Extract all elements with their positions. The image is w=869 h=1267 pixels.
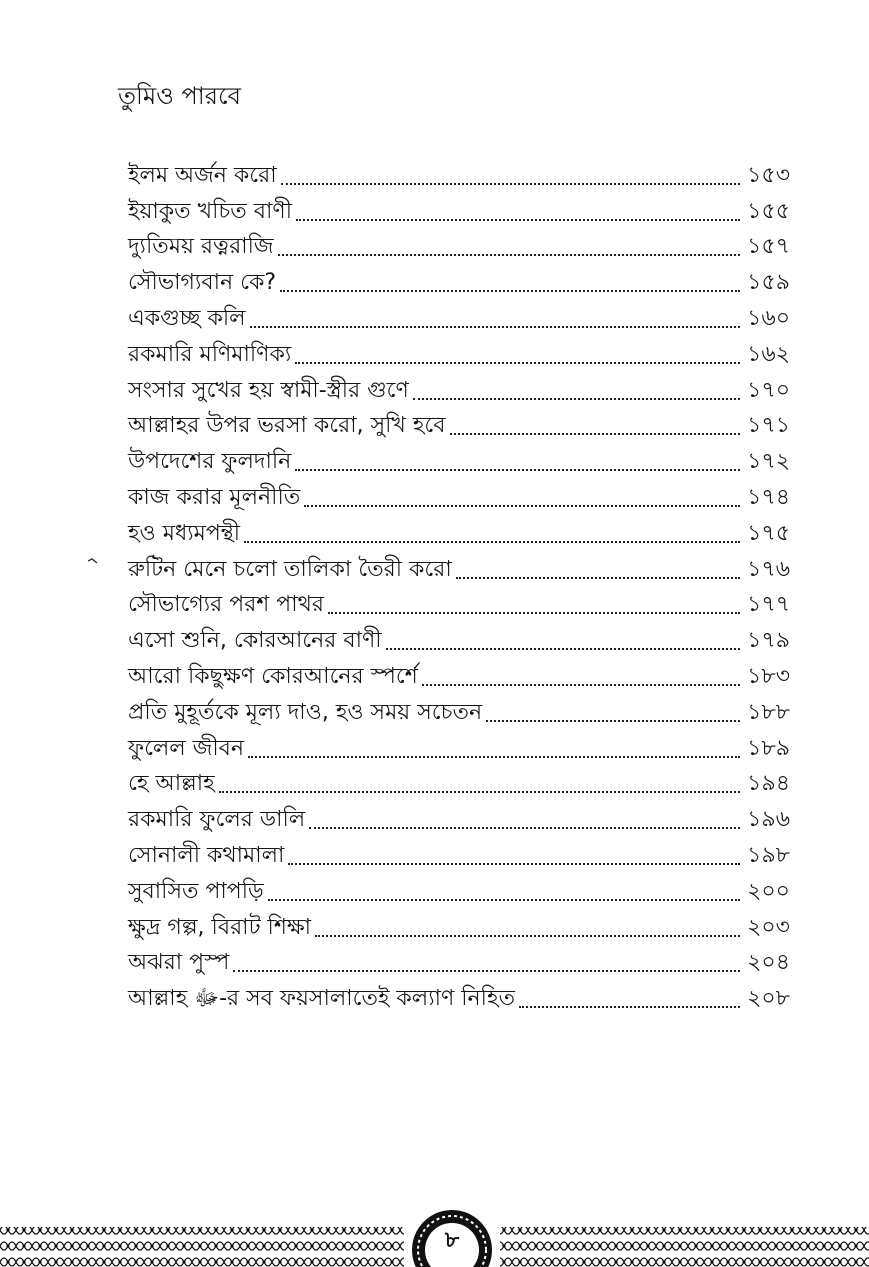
toc-entry <box>128 441 790 477</box>
dot-leader <box>219 791 740 793</box>
toc-entry-title: ক্ষুদ্র গল্প, বিরাট শিক্ষা <box>128 914 312 940</box>
toc-entry-page: ১৯৪ <box>747 771 790 797</box>
toc-entry-page: ১৯৬ <box>747 807 790 833</box>
toc-entry-page: ১৭২ <box>747 449 790 475</box>
dot-leader <box>281 183 740 185</box>
toc-entry-title: হও মধ্যমপন্থী <box>128 520 241 546</box>
dot-leader <box>295 362 740 364</box>
toc-entry-title: আল্লাহর উপর ভরসা করো, সুখি হবে <box>128 413 446 439</box>
toc-entry <box>128 191 790 227</box>
toc-entry-title: হে আল্লাহ <box>128 771 215 797</box>
toc-entry-title: একগুচ্ছ কলি <box>128 305 246 331</box>
dot-leader <box>413 398 740 400</box>
toc-entry-page: ১৭৭ <box>747 592 790 618</box>
toc-entry-title: রুটিন মেনে চলো তালিকা তৈরী করো <box>128 556 452 582</box>
toc-entry <box>128 764 790 800</box>
dot-leader <box>486 720 740 722</box>
toc-entry-page: ১৫৩ <box>747 162 790 188</box>
toc-entry-page: ১৭৬ <box>747 556 790 582</box>
toc-entry <box>128 549 790 585</box>
toc-entry-title: আল্লাহ ﷻ-র সব ফয়সালাতেই কল্যাণ নিহিত <box>128 986 516 1012</box>
toc-entry-page: ১৫৯ <box>747 270 790 296</box>
dot-leader <box>309 827 740 829</box>
toc-entry <box>128 227 790 263</box>
dot-leader <box>450 433 740 435</box>
dot-leader <box>248 756 740 758</box>
toc-entry-page: ১৮৩ <box>747 663 790 689</box>
dot-leader <box>295 469 740 471</box>
dot-leader <box>296 219 740 221</box>
toc-entry-title: রকমারি মণিমাণিক্য <box>128 341 292 367</box>
dot-leader <box>288 863 740 865</box>
toc-entry-page: ২০০ <box>747 878 790 904</box>
toc-entry-title: সংসার সুখের হয় স্বামী-স্ত্রীর গুণে <box>128 377 409 403</box>
toc-entry <box>128 978 790 1014</box>
toc-entry <box>128 728 790 764</box>
dot-leader <box>280 290 740 292</box>
toc-entry-title: সৌভাগ্যের পরশ পাথর <box>128 592 324 618</box>
toc-entry-page: ২০৩ <box>747 914 790 940</box>
toc-entry-page: ২০৮ <box>747 986 790 1012</box>
toc-entry-page: ১৭৪ <box>747 484 790 510</box>
toc-entry <box>128 585 790 621</box>
toc-entry-page: ১৭১ <box>747 413 790 439</box>
toc-entry <box>128 155 790 191</box>
toc-entry-title: কাজ করার মূলনীতি <box>128 484 301 510</box>
toc-entry-page: ১৯৮ <box>747 842 790 868</box>
toc-entry-title: উপদেশের ফুলদানি <box>128 449 292 475</box>
toc-entry <box>128 620 790 656</box>
toc-entry <box>128 406 790 442</box>
toc-entry-page: ১৭৯ <box>747 628 790 654</box>
table-of-contents <box>128 155 790 1014</box>
dot-leader <box>315 935 740 937</box>
toc-entry-title: অঝরা পুস্প <box>128 950 230 976</box>
toc-entry-title: ফুলেল জীবন <box>128 735 245 761</box>
toc-entry-title: রকমারি ফুলের ডালি <box>128 807 306 833</box>
dot-leader <box>278 254 740 256</box>
toc-entry <box>128 262 790 298</box>
stray-ink-mark <box>88 558 98 564</box>
toc-entry <box>128 871 790 907</box>
dot-leader <box>422 684 740 686</box>
toc-entry-title: এসো শুনি, কোরআনের বাণী <box>128 628 382 654</box>
toc-entry-page: ১৮৯ <box>747 735 790 761</box>
toc-entry-title: সুবাসিত পাপড়ি <box>128 878 264 904</box>
toc-entry-title: দ্যুতিময় রত্নরাজি <box>128 234 274 260</box>
toc-entry-page: ২০৪ <box>747 950 790 976</box>
toc-entry <box>128 835 790 871</box>
toc-entry <box>128 513 790 549</box>
toc-entry-title: প্রতি মুহূর্তকে মূল্য দাও, হও সময় সচেতন <box>128 699 483 725</box>
dot-leader <box>519 1006 740 1008</box>
toc-entry-page: ১৬২ <box>747 341 790 367</box>
toc-entry-page: ১৭০ <box>747 377 790 403</box>
toc-entry-title: আরো কিছুক্ষণ কোরআনের স্পর্শে <box>128 663 418 689</box>
toc-entry-page: ১৫৭ <box>747 234 790 260</box>
toc-entry <box>128 907 790 943</box>
toc-entry-title: ইয়াকুত খচিত বাণী <box>128 198 293 224</box>
toc-entry-title: সৌভাগ্যবান কে? <box>128 270 277 296</box>
toc-entry <box>128 477 790 513</box>
dot-leader <box>386 648 740 650</box>
dot-leader <box>304 505 740 507</box>
toc-entry-title: সোনালী কথামালা <box>128 842 285 868</box>
toc-entry-page: ১৫৫ <box>747 198 790 224</box>
dot-leader <box>244 541 740 543</box>
toc-entry <box>128 799 790 835</box>
page-number: ৮ <box>444 1228 460 1253</box>
toc-entry-title: ইলম অর্জন করো <box>128 162 277 188</box>
dot-leader <box>250 326 740 328</box>
running-title: তুমিও পারবে <box>118 82 241 110</box>
toc-entry <box>128 298 790 334</box>
toc-entry-page: ১৬০ <box>747 305 790 331</box>
toc-entry-page: ১৭৫ <box>747 520 790 546</box>
dot-leader <box>233 970 740 972</box>
dot-leader <box>456 577 740 579</box>
toc-entry <box>128 692 790 728</box>
dot-leader <box>268 899 740 901</box>
toc-entry <box>128 943 790 979</box>
dot-leader <box>328 612 740 614</box>
toc-entry <box>128 656 790 692</box>
toc-entry-page: ১৮৮ <box>747 699 790 725</box>
toc-entry <box>128 334 790 370</box>
toc-entry <box>128 370 790 406</box>
